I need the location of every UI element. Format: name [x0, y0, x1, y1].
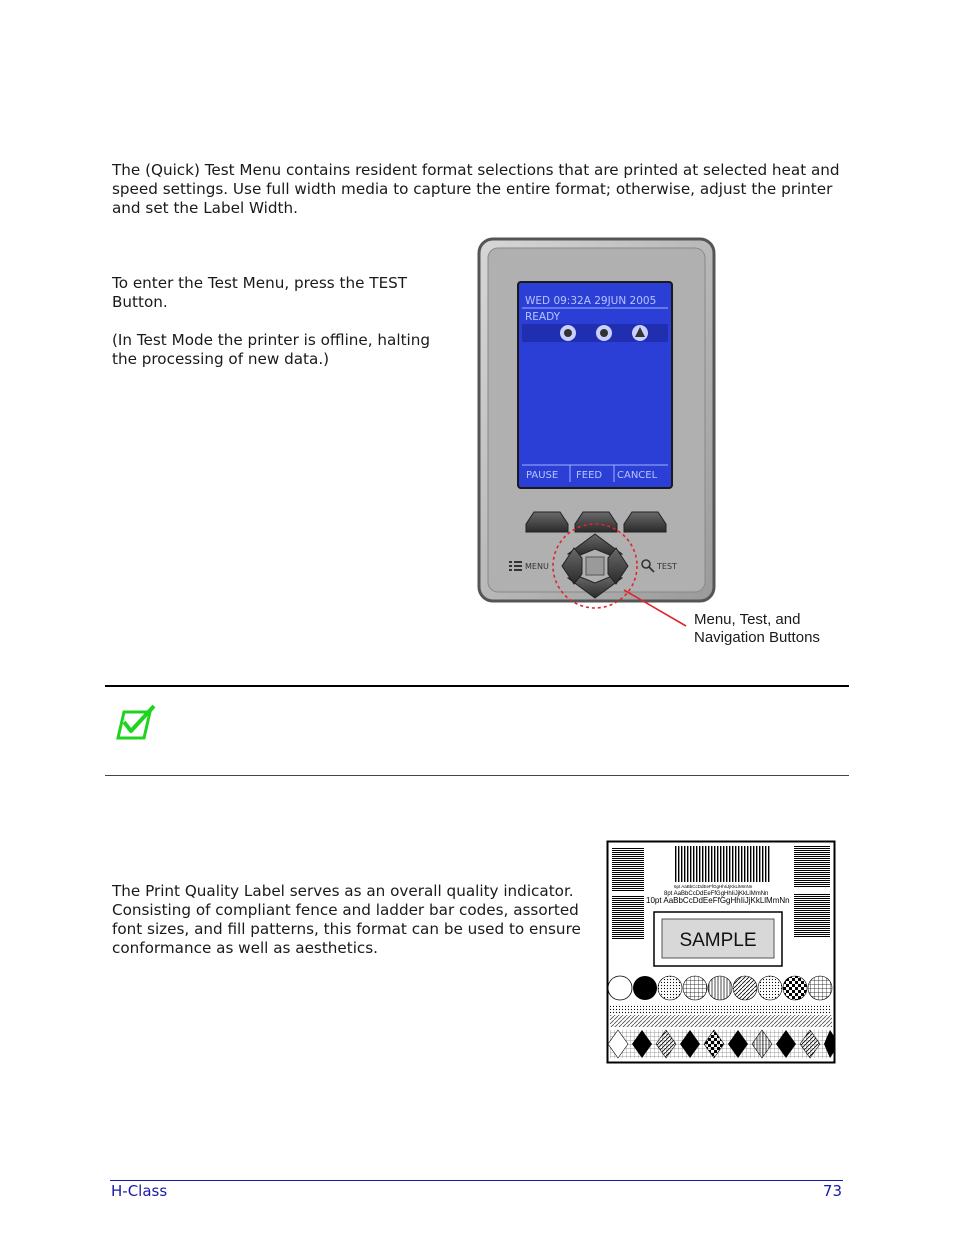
sample-text: SAMPLE: [679, 930, 757, 951]
test-button-label: TEST: [657, 562, 677, 571]
menu-button-label: MENU: [525, 562, 549, 571]
footer-page-number: 73: [822, 1182, 842, 1200]
lcd-line-datetime: WED 09:32A 29JUN 2005: [525, 295, 657, 307]
control-panel-figure: [474, 236, 844, 652]
ladder-barcode-right: [794, 846, 830, 888]
offline-note-paragraph: (In Test Mode the printer is offline, halting the processing of new data.): [112, 331, 431, 368]
enter-test-paragraph: To enter the Test Menu, press the TEST Button.: [112, 274, 408, 311]
font-sample-6pt: 6pt AaBbCcDdEeFfGgHhIiJjKkLlMmNn: [674, 884, 753, 889]
font-sample-10pt: 10pt AaBbCcDdEeFfGgHhIiJjKkLlMmNn: [646, 896, 790, 905]
fill-pattern-diamonds: [608, 1030, 834, 1058]
note-top-rule: [105, 685, 849, 687]
softkey-label-cancel: CANCEL: [617, 470, 658, 481]
ladder-barcode-left: [612, 848, 644, 892]
ladder-barcode-right-2: [794, 894, 830, 938]
fence-barcode-top: [674, 846, 770, 882]
footer-product-name: H-Class: [111, 1182, 168, 1200]
checkbox-note-icon: [116, 704, 156, 740]
callout-label-line1: Menu, Test, and: [694, 611, 801, 628]
softkey-label-feed: FEED: [576, 470, 603, 481]
nav-center-button[interactable]: [586, 557, 604, 575]
print-quality-paragraph: The Print Quality Label serves as an overall quality indicator. Consisting of compliant fence and ladder bar codes, assorted font sizes, and fill patterns, this format can be used to ensure conformance as well as aesthetics.: [112, 882, 581, 957]
ladder-barcode-left-2: [612, 896, 644, 940]
softkey-right-button[interactable]: [624, 512, 666, 532]
menu-icon: [509, 561, 522, 571]
lcd-line-status: READY: [525, 311, 561, 323]
fill-pattern-circles: [608, 976, 832, 1000]
softkey-label-pause: PAUSE: [526, 470, 559, 481]
fill-band-2: [610, 1015, 832, 1027]
callout-label-line2: Navigation Buttons: [694, 629, 820, 646]
fill-band-1: [610, 1004, 832, 1014]
intro-paragraph: The (Quick) Test Menu contains resident format selections that are printed at selected heat and speed settings. Use full width media to capture the entire format; otherwise, adjust the printer and set the Label Width.: [112, 161, 840, 217]
softkey-middle-button[interactable]: [575, 512, 617, 532]
print-quality-label-figure: [606, 840, 836, 1064]
note-bottom-rule: [105, 775, 849, 776]
font-sample-8pt: 8pt AaBbCcDdEeFfGgHhIiJjKkLlMmNn: [664, 891, 769, 897]
softkey-left-button[interactable]: [526, 512, 568, 532]
lcd-status-icons: [560, 325, 648, 341]
footer-rule: [110, 1180, 843, 1181]
